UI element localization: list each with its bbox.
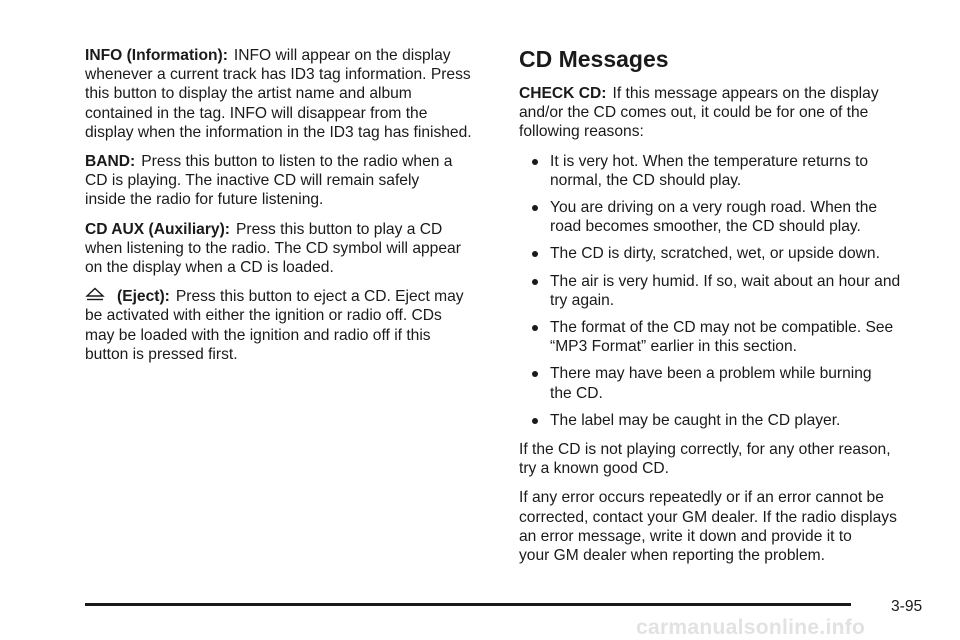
band-term: BAND: <box>85 153 136 171</box>
list-item <box>519 152 929 190</box>
band-text: Press this button to listen to the radio when a CD is playing. The inactive CD will remain safely inside the radio for future listening. <box>85 153 453 209</box>
list-item <box>519 272 929 310</box>
cd-aux-paragraph <box>85 220 495 278</box>
info-text: INFO will appear on the display whenever a current track has ID3 tag information. Press this button to display the artist name and album contained in the tag. INFO will disappear from the display when the information in the ID3 tag has finished. <box>85 47 472 141</box>
reason-text: The air is very humid. If so, wait about an hour and try again. <box>550 272 901 309</box>
right-column <box>519 84 929 575</box>
page-number: 3-95 <box>891 598 923 615</box>
reason-text: The CD is dirty, scratched, wet, or upside down. <box>550 245 880 263</box>
eject-text: Press this button to eject a CD. Eject may be activated with either the ignition or radio off. CDs may be loaded with the ignition and radio off if this button is pressed first. <box>85 288 464 363</box>
bullet-icon <box>532 205 538 211</box>
check-cd-text: If this message appears on the display and/or the CD comes out, it could be for one of the following reasons: <box>519 85 879 141</box>
reason-text: The label may be caught in the CD player. <box>550 411 841 429</box>
band-paragraph <box>85 152 495 210</box>
list-item <box>519 198 929 236</box>
cd-aux-text: Press this button to play a CD when listening to the radio. The CD symbol will appear on the display when a CD is loaded. <box>85 220 461 277</box>
bullet-icon <box>532 279 538 285</box>
check-cd-term: CHECK CD: <box>519 85 607 102</box>
info-term: INFO (Information): <box>85 47 228 64</box>
bullet-icon <box>532 418 538 424</box>
eject-paragraph <box>85 287 495 364</box>
info-paragraph <box>85 46 495 142</box>
watermark: carmanualsonline.info <box>636 616 866 639</box>
footer-rule <box>85 603 851 606</box>
advice-paragraph: If any error occurs repeatedly or if an error cannot be corrected, contact your GM dealer. If the radio displays an error message, write it down and provide it to your GM dealer when reporting the problem. <box>519 489 897 565</box>
cd-aux-term: CD AUX (Auxiliary): <box>85 220 230 238</box>
reason-text: The format of the CD may not be compatible. See “MP3 Format” earlier in this section. <box>550 319 894 356</box>
list-item <box>519 318 929 356</box>
bullet-icon <box>532 325 538 331</box>
list-item <box>519 244 929 263</box>
reasons-list <box>519 152 929 430</box>
reason-text: It is very hot. When the temperature returns to normal, the CD should play. <box>550 152 869 189</box>
advice-paragraph: If the CD is not playing correctly, for any other reason, try a known good CD. <box>519 441 891 478</box>
bullet-icon <box>532 159 538 165</box>
eject-term: (Eject): <box>117 288 170 306</box>
check-cd-paragraph <box>519 84 929 142</box>
list-item <box>519 411 929 430</box>
left-column <box>85 46 495 374</box>
cd-messages-heading: CD Messages <box>519 46 669 72</box>
reason-text: You are driving on a very rough road. When the road becomes smoother, the CD should play. <box>550 199 878 236</box>
list-item <box>519 364 929 402</box>
bullet-icon <box>532 371 538 377</box>
bullet-icon <box>532 251 538 257</box>
reason-text: There may have been a problem while burning the CD. <box>550 365 872 402</box>
eject-icon <box>85 287 105 303</box>
